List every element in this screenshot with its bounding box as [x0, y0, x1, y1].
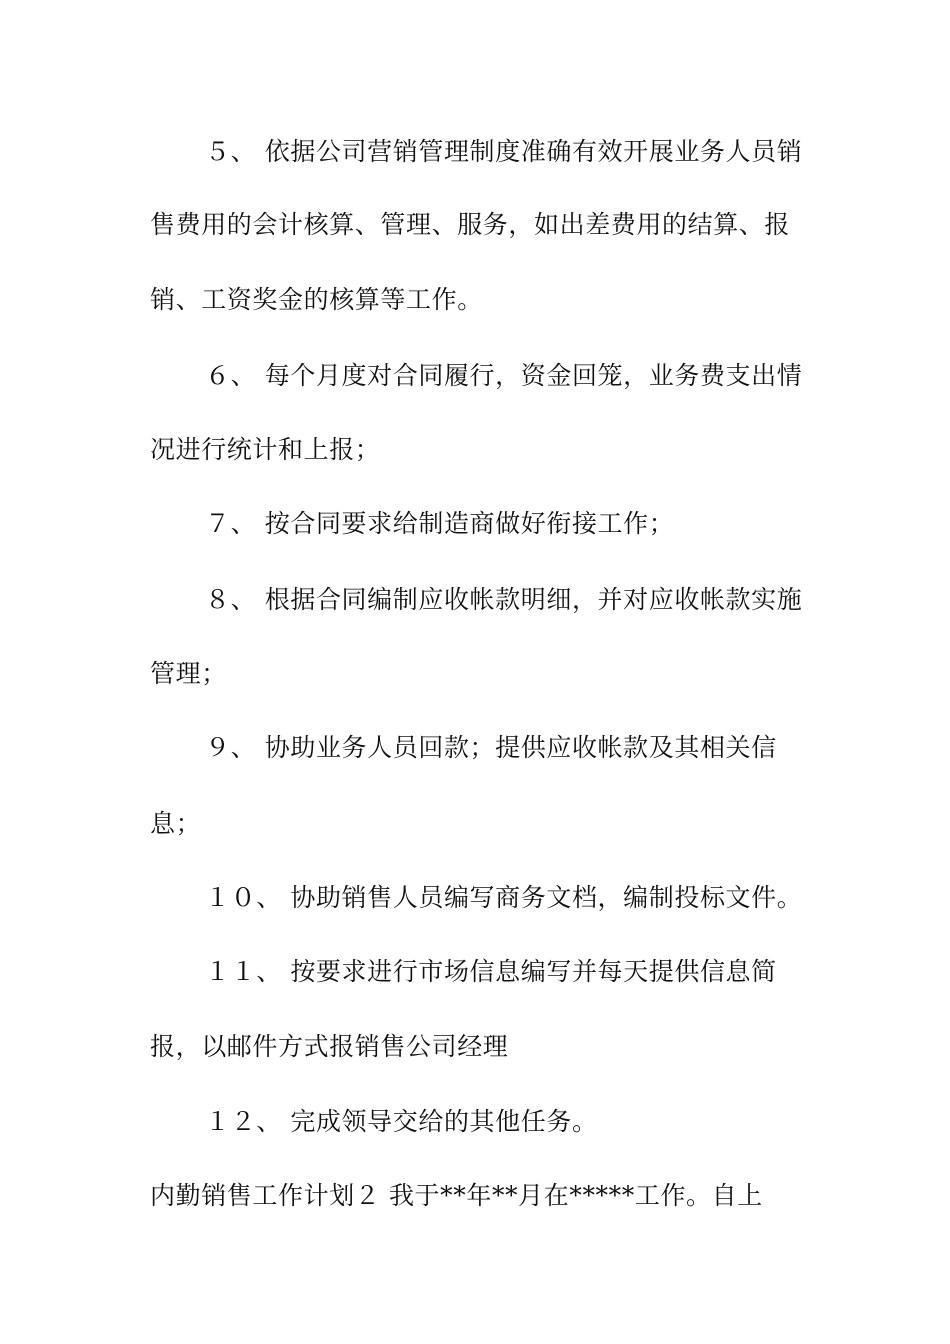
- paragraph-line: １０、 协助销售人员编写商务文档，编制投标文件。: [205, 883, 803, 912]
- paragraph-line: 售费用的会计核算、管理、服务，如出差费用的结算、报: [150, 210, 791, 239]
- paragraph-line: ７、 按合同要求给制造商做好衔接工作；: [205, 509, 675, 538]
- paragraph-line: 况进行统计和上报；: [150, 435, 381, 464]
- paragraph-line: 管理；: [150, 659, 227, 688]
- paragraph-line: 息；: [150, 809, 202, 838]
- paragraph-line: ５、 依据公司营销管理制度准确有效开展业务人员销: [205, 137, 803, 166]
- paragraph-line: ６、 每个月度对合同履行，资金回笼，业务费支出情: [205, 361, 803, 390]
- section-title-line: 内勤销售工作计划２ 我于**年**月在*****工作。自上: [150, 1181, 763, 1210]
- paragraph-line: １１、 按要求进行市场信息编写并每天提供信息简: [205, 957, 777, 986]
- paragraph-line: 报，以邮件方式报销售公司经理: [150, 1032, 509, 1061]
- paragraph-line: 销、工资奖金的核算等工作。: [150, 285, 483, 314]
- paragraph-line: ８、 根据合同编制应收帐款明细，并对应收帐款实施: [205, 585, 803, 614]
- paragraph-line: ９、 协助业务人员回款；提供应收帐款及其相关信: [205, 733, 777, 762]
- paragraph-line: １２、 完成领导交给的其他任务。: [205, 1107, 598, 1136]
